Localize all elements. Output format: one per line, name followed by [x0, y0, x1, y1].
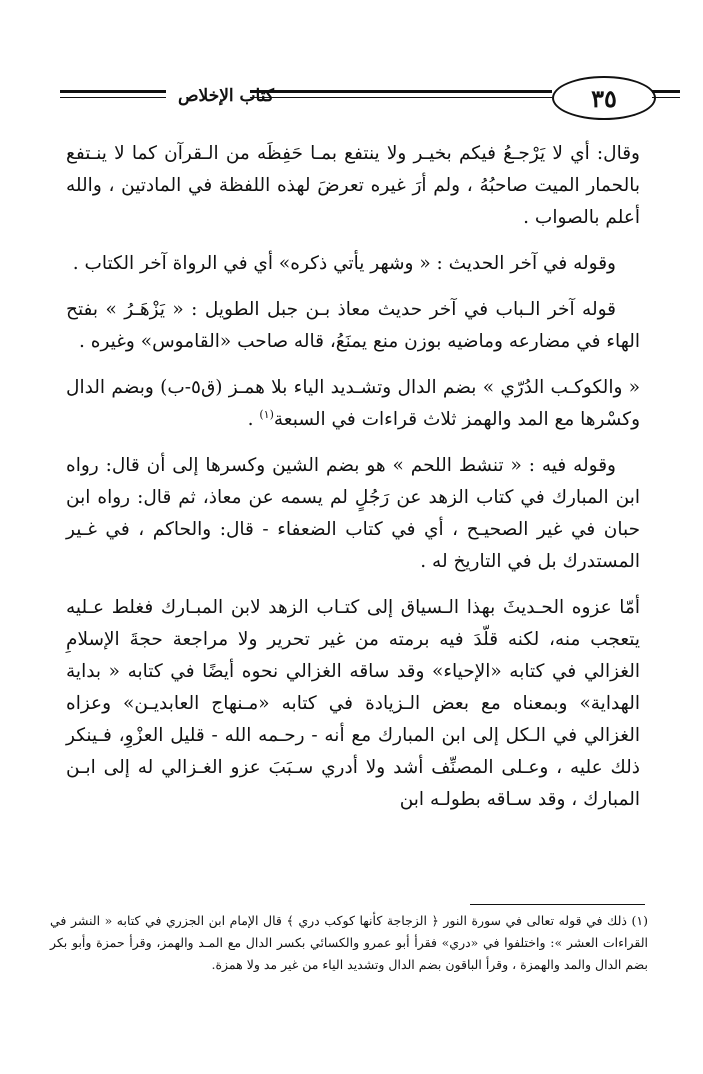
paragraph-3: قوله آخر الـباب في آخر حديث معاذ بـن جبل الطويل : « يَزْهَـرُ » بفتح الهاء في مضارعه وماضيه بوزن منع يمنَعُ، قاله صاحب «القاموس» وغيره . — [66, 299, 640, 352]
paragraph-4-text: « والكوكـب الدُرّي » بضم الدال وتشـديد الياء بلا همـز (ق٥-ب) وبضم الدال وكسْرها مع المد والهمز ثلاث قراءات في السبعة — [66, 377, 641, 430]
header-rule-middle-thin — [250, 97, 552, 98]
header-rule-right-thin — [652, 97, 680, 98]
paragraph-2: وقوله في آخر الحديث : « وشهر يأتي ذكره» أي في الرواة آخر الكتاب . — [72, 253, 616, 274]
footnote-marker: (١) — [259, 407, 274, 421]
paragraph-5: وقوله فيه : « تنشط اللحم » هو بضم الشين وكسرها إلى أن قال: رواه ابن المبارك في كتاب الزهد عن رَجُلٍ لم يسمه عن معاذ، ثم قال: رواه ابن حبان في غير الصحيـح ، أي في كتاب الضعفاء - قال: والحاكم ، في غـير المستدرك بل في التاريخ له . — [66, 455, 640, 572]
footnote-separator — [470, 904, 645, 905]
paragraph-1: وقال: أي لا يَرْجـعُ فيكم بخيـر ولا ينتفع بمـا حَفِظَه من الـقرآن كما لا ينـتفع بالحمار الميت صاحبُهُ ، ولم أرَ غيره تعرضَ لهذه اللفظة في المادتين ، والله أعلم بالصواب . — [66, 143, 640, 228]
paragraph-4 — [66, 372, 640, 436]
header-rule-left-thin — [60, 97, 166, 98]
paragraph-4-tail: . — [247, 409, 260, 430]
footnote: (١) ذلك في قوله تعالى في سورة النور ﴿ الزجاجة كأنها كوكب دري ﴾ قال الإمام ابن الجزري في كتابه « النشر في القراءات العشر »: واختلفوا في «دري» فقرأ أبو عمرو والكسائي بكسر الدال مع المـد والهمز، وقرأ حمزة وأبو بكر بضم الدال والمد والهمزة ، وقرأ الباقون بضم الدال وتشديد الياء من غير مد ولا همزة. — [50, 913, 648, 972]
book-title: كتاب الإخلاص — [178, 86, 274, 106]
page-number: ٣٥ — [552, 76, 656, 120]
main-text — [66, 138, 640, 830]
paragraph-6: أمّا عزوه الحـديثَ بهذا الـسياق إلى كتـاب الزهد لابن المبـارك فغلط عـليه يتعجب منه، لكنه قلّدَ فيه برمته من غير تحرير ولا مراجعة حجةَ الإسلامِ الغزالي في كتابه «الإحياء» وقد ساقه الغزالي نحوه أيضًا في كتابه « بداية الهداية» وبمعناه مع بعض الـزيادة في كتابه «مـنهاج العابديـن» وعزاه الغزالي في الـكل إلى ابن المبارك مع أنه - رحـمه الله - قليل العزْوِ، فـينكر ذلك عليه ، وعـلى المصنِّف أشد ولا أدري سـبَبَ عزو الغـزالي له إلى ابـن المبارك ، وقد سـاقه بطولـه ابن — [66, 597, 640, 810]
header-rule-left — [60, 90, 166, 93]
page-header — [60, 72, 680, 122]
header-rule-right — [652, 90, 680, 93]
header-rule-middle — [250, 90, 552, 93]
